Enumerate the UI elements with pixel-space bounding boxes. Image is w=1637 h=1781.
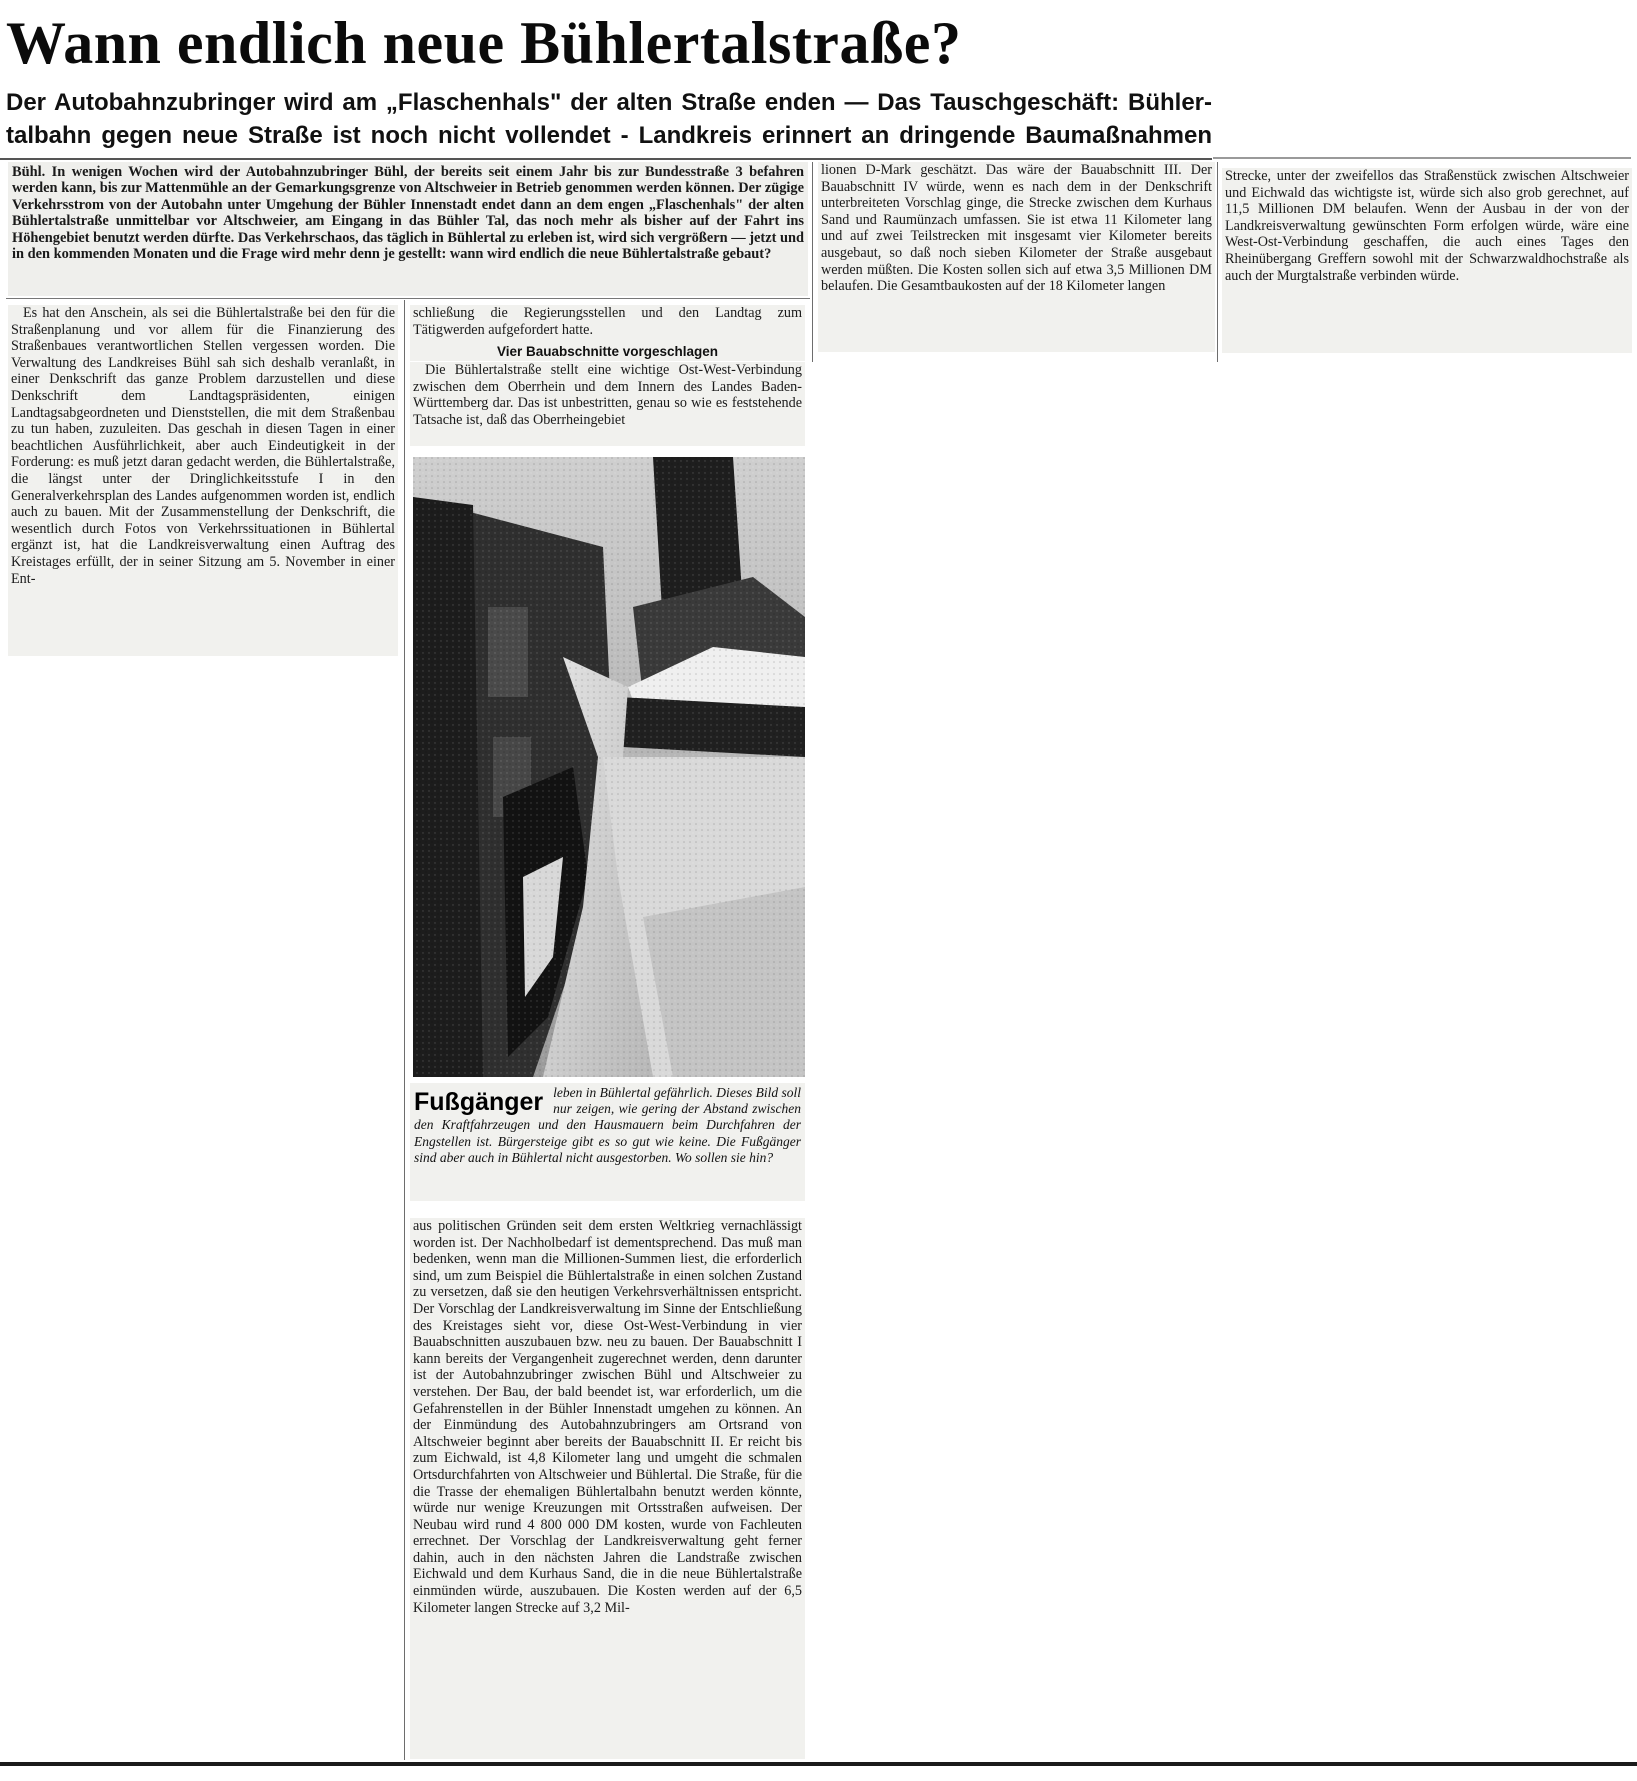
body-column-2-top-text: schließung die Regierungsstellen und den Landtag zum Tätigwerden aufgefordert hatte.: [413, 305, 802, 338]
street-photo: [413, 457, 805, 1077]
column-divider-3: [1217, 162, 1218, 362]
column-divider-2: [812, 162, 813, 362]
column-divider-1: [404, 300, 405, 1760]
body-column-2-middle-text: Die Bühlertalstraße stellt eine wichtige Ost-West-Verbindung zwischen dem Oberrhein und dem Innern des Landes Baden-Württemberg dar. Das ist unbestritten, genau so wie es feststehende Tatsache ist, daß das Oberrheingebiet: [413, 362, 802, 428]
subheadline: [6, 86, 1212, 154]
body-column-1-text: Es hat den Anschein, als sei die Bühlertalstraße bei den für die Straßenplanung und vor allem für die Finanzierung des Straßenbaues verantwortlichen Stellen vergessen worden. Die Verwaltung des Landkreises Bühl sah sich deshalb veranlaßt, in einer Denkschrift das ganze Problem darzustellen und diese Denkschrift dem Landtagspräsidenten, einigen Landtagsabgeordneten und Dienststellen, die mit dem Straßenbau zu tun haben, zuzuleiten. Das geschah in diesen Tagen in einer beachtlichen Ausführlichkeit, aber auch Eindeutigkeit in der Forderung: es muß jetzt daran gedacht werden, die Bühlertalstraße, die längst unter der Dringlichkeitsstufe I in den Generalverkehrsplan des Landes aufgenommen worden ist, endlich auch zu bauen. Mit der Zusammenstellung der Denkschrift, die wesentlich durch Fotos von Verkehrssituationen in Bühlertal ergänzt ist, hat die Landkreisverwaltung einen Auftrag des Kreistages erfüllt, der in seiner Sitzung am 5. November in einer Ent-: [11, 305, 395, 587]
photo-caption: [410, 1083, 805, 1201]
body-column-2-bottom: [410, 1218, 805, 1759]
body-column-2-middle: [410, 362, 805, 446]
section-subheading: Vier Bauabschnitte vorgeschlagen: [410, 343, 805, 361]
street-photo-image: [413, 457, 805, 1077]
lead-rule: [6, 298, 810, 299]
subheadline-rule: [0, 158, 1212, 160]
body-column-2-bottom-text: aus politischen Gründen seit dem ersten Weltkrieg vernachlässigt worden ist. Der Nachholbedarf ist dementsprechend. Das muß man bedenken, wenn man die Millionen-Summen liest, die erforderlich sind, um zum Beispiel die Bühlertalstraße in einen solchen Zustand zu versetzen, daß sie den heutigen Verkehrsverhältnissen entspricht. Der Vorschlag der Landkreisverwaltung im Sinne der Entschließung des Kreistages sieht vor, diese Ost-West-Verbindung in vier Bauabschnitten auszubauen bzw. neu zu bauen. Der Bauabschnitt I kann bereits der Vergangenheit zugerechnet werden, denn darunter ist der Autobahnzubringer zwischen Bühl und Altschweier zu verstehen. Der Bau, der bald beendet ist, war erforderlich, um die Gefahrenstellen in der Bühler Innenstadt umgehen zu können. An der Einmündung des Autobahnzubringers am Ortsrand von Altschweier beginnt aber bereits der Bauabschnitt II. Er reicht bis zum Eichwald, ist 4,8 Kilometer lang und umgeht die schmalen Ortsdurchfahrten von Altschweier und Bühlertal. Die Straße, für die die Trasse der ehemaligen Bühlertalbahn benutzt werden könnte, würde nur wenige Kreuzungen mit Ortsstraßen aufweisen. Der Neubau wird rund 4 800 000 DM kosten, wurde von Fachleuten errechnet. Der Vorschlag der Landkreisverwaltung geht ferner dahin, auch in den nächsten Jahren die Landstraße zwischen Eichwald und dem Kurhaus Sand, die in die neue Bühlertalstraße einmünden würde, auszubauen. Die Kosten werden auf der 6,5 Kilometer langen Strecke auf 3,2 Mil-: [413, 1218, 802, 1616]
subheadline-line-1: Der Autobahnzubringer wird am „Flaschenhals" der alten Straße enden — Das Tauschgeschäft: Bühler-: [6, 89, 1212, 116]
body-column-4-text: Strecke, unter der zweifellos das Straßenstück zwischen Altschweier und Eichwald das wichtigste ist, würde sich also grob gerechnet, auf 11,5 Millionen DM belaufen. Wenn der Ausbau in der von der Landkreisverwaltung gewünschten Form erfolgen würde, wäre eine West-Ost-Verbindung geschaffen, die auch eines Tages den Rheinübergang Greffern sowohl mit der Schwarzwaldhochstraße als auch der Murgtalstraße verbinden würde.: [1225, 168, 1629, 284]
photo-caption-text: leben in Bühlertal gefährlich. Dieses Bild soll nur zeigen, wie gering der Abstand zwischen den Kraftfahrzeugen und den Hausmauern beim Durchfahren der Engstellen ist. Bürgersteige gibt es so gut wie keine. Die Fußgänger sind aber auch in Bühlertal nicht ausgestorben. Wo sollen sie hin?: [414, 1085, 802, 1165]
body-column-4: [1222, 168, 1632, 353]
subheadline-line-2: talbahn gegen neue Straße ist noch nicht vollendet - Landkreis erinnert an dringende Baumaßnahmen: [6, 122, 1212, 149]
blank-ad-box: [1213, 6, 1631, 159]
body-column-2-top: [410, 305, 805, 344]
headline: Wann endlich neue Bühlertalstraße?: [6, 10, 962, 76]
body-column-3-text: lionen D-Mark geschätzt. Das wäre der Bauabschnitt III. Der Bauabschnitt IV würde, wenn es nach dem in der Denkschrift unterbreiteten Vorschlag ginge, die Strecke zwischen dem Kurhaus Sand und Raumünzach umfassen. Sie ist etwa 11 Kilometer lang und auf zwei Teilstrecken mit insgesamt vier Kilometer bereits ausgebaut, so daß noch sieben Kilometer der Straße ausgebaut werden müßten. Die Kosten sollen sich auf etwa 3,5 Millionen DM belaufen. Die Gesamtbaukosten auf der 18 Kilometer langen: [821, 162, 1212, 295]
photo-caption-keyword: Fußgänger: [414, 1088, 544, 1116]
body-column-1: [8, 305, 398, 656]
body-column-3: [818, 162, 1215, 352]
page-bottom-rule: [0, 1762, 1637, 1781]
lead-paragraph: Bühl. In wenigen Wochen wird der Autobahnzubringer Bühl, der bereits seit einem Jahr bis zur Bundesstraße 3 befahren werden kann, bis zur Mattenmühle an der Gemarkungsgrenze von Altschweier in Betrieb genommen werden können. Der zügige Verkehrsstrom von der Autobahn unter Umgehung der Bühler Innenstadt endet dann an dem engen „Flaschenhals" der alten Bühlertalstraße unmittelbar vor Altschweier, am Eingang in das Bühler Tal, das noch mehr als bisher auf der Fahrt ins Höhengebiet benutzt werden dürfte. Das Verkehrschaos, das täglich in Bühlertal zu erleben ist, wird sich vergrößern — jetzt und in den kommenden Monaten und die Frage wird mehr denn je gestellt: wann wird endlich die neue Bühlertalstraße gebaut?: [8, 162, 808, 296]
